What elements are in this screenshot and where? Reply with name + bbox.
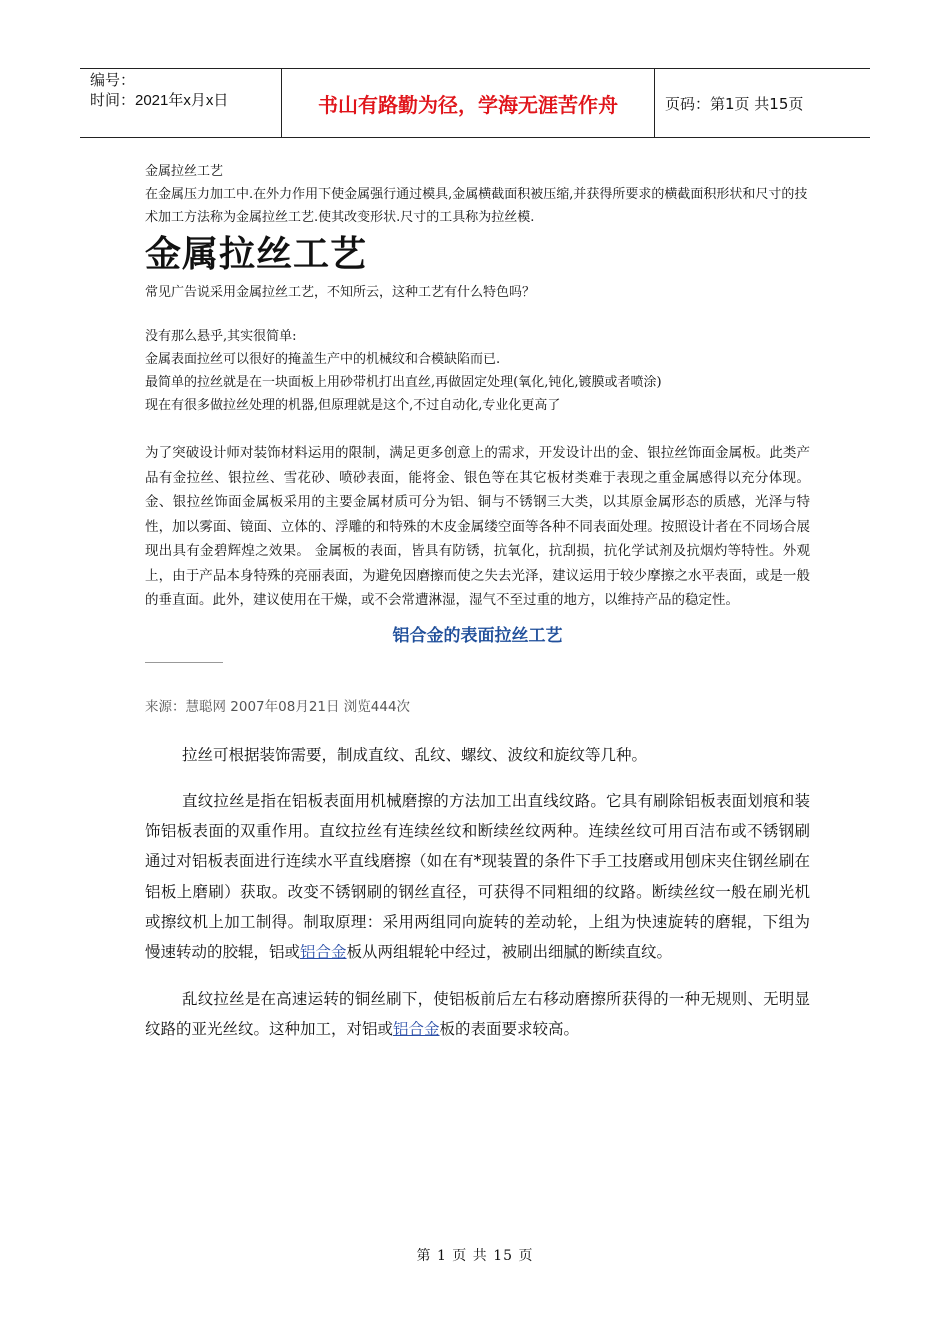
header-number: 编号： bbox=[90, 72, 136, 89]
header-slogan: 书山有路勤为径，学海无涯苦作舟 bbox=[281, 69, 655, 137]
intro-text: 在金属压力加工中.在外力作用下使金属强行通过模具,金属横截面积被压缩,并获得所要求的横截面积形状和尺寸的技术加工方法称为金属拉丝工艺.使其改变形状.尺寸的工具称为拉丝模. bbox=[145, 187, 808, 225]
paragraph-text: 板的表面要求较高。 bbox=[439, 1019, 580, 1038]
article-source: 来源：慧聪网 2007年08月21日 浏览444次 bbox=[145, 698, 411, 715]
answer-line: 现在有很多做拉丝处理的机器,但原理就是这个,不过自动化,专业化更高了 bbox=[145, 398, 561, 413]
answer-line: 最简单的拉丝就是在一块面板上用砂带机打出直丝,再做固定处理(氧化,钝化,镀膜或者喷涂) bbox=[145, 375, 662, 390]
aluminum-alloy-link[interactable]: 铝合金 bbox=[393, 1019, 440, 1038]
spacer bbox=[145, 304, 810, 325]
question-text: 常见广告说采用金属拉丝工艺，不知所云，这种工艺有什么特色吗？ bbox=[145, 285, 536, 300]
article-title: 铝合金的表面拉丝工艺 bbox=[392, 625, 563, 646]
paragraph-text: 直纹拉丝是指在铝板表面用机械磨擦的方法加工出直线纹路。它具有刷除铝板表面划痕和装饰铝板表面的双重作用。直纹拉丝有连续丝纹和断续丝纹两种。连续丝纹可用百洁布或不锈钢刷通过对铝板表面进行连续水平直线磨擦（如在有*现装置的条件下手工技磨或用刨床夹住钢丝刷在铝板上磨刷）获取。改变不锈钢刷的钢丝直径，可获得不同粗细的纹路。断续丝纹一般在刷光机或擦纹机上加工制得。制取原理：采用两组同向旋转的差动轮，上组为快速旋转的磨辊，下组为慢速转动的胶辊，铝或 bbox=[145, 791, 810, 962]
main-title: 金属拉丝工艺 bbox=[145, 234, 368, 275]
header-meta bbox=[80, 69, 281, 137]
document-body bbox=[145, 160, 810, 1044]
paragraph-text: 乱纹拉丝是在高速运转的铜丝刷下，使铝板前后左右移动磨擦所获得的一种无规则、无明显纹路的亚光丝纹。这种加工，对铝或 bbox=[145, 989, 810, 1038]
page-footer: 第 1 页 共 15 页 bbox=[416, 1248, 534, 1264]
description-paragraph: 为了突破设计师对装饰材料运用的限制，满足更多创意上的需求，开发设计出的金、银拉丝饰面金属板。此类产品有金拉丝、银拉丝、雪花砂、喷砂表面，能将金、银色等在其它板材类难于表现之重金属感得以充分体现。 金、银拉丝饰面金属板采用的主要金属材质可分为铝、铜与不锈钢三大类，以其原金属形态的质感，光泽与特性，加以雾面、镜面、立体的、浮雕的和特殊的木皮金属缕空面等各种不同表面处理。按照设计者在不同场合展现出具有金碧辉煌之效果。 金属板的表面，皆具有防锈，抗氧化，抗刮损，抗化学试剂及抗烟灼等特性。外观上，由于产品本身特殊的亮丽表面，为避免因磨擦而使之失去光泽，建议运用于较少摩擦之水平表面，或是一般的垂直面。此外，建议使用在干燥，或不会常遭淋湿，湿气不至过重的地方，以维持产品的稳定性。 bbox=[145, 445, 810, 608]
answer-line: 没有那么悬乎,其实很简单: bbox=[145, 329, 297, 344]
spacer bbox=[145, 417, 810, 441]
article-paragraph bbox=[145, 984, 810, 1045]
header-page-info: 页码：第1页 共15页 bbox=[665, 94, 804, 113]
answer-line: 金属表面拉丝可以很好的掩盖生产中的机械纹和合模缺陷而已. bbox=[145, 352, 501, 367]
intro-title: 金属拉丝工艺 bbox=[145, 164, 224, 179]
paragraph-text: 板从两组辊轮中经过，被刷出细腻的断续直纹。 bbox=[346, 943, 673, 962]
header-time: 时间：2021年x月x日 bbox=[90, 92, 229, 109]
page-header bbox=[80, 68, 870, 138]
article-paragraph bbox=[145, 786, 810, 968]
article-paragraph: 拉丝可根据装饰需要，制成直纹、乱纹、螺纹、波纹和旋纹等几种。 bbox=[182, 745, 648, 764]
aluminum-alloy-link[interactable]: 铝合金 bbox=[300, 943, 347, 962]
divider bbox=[145, 662, 223, 663]
